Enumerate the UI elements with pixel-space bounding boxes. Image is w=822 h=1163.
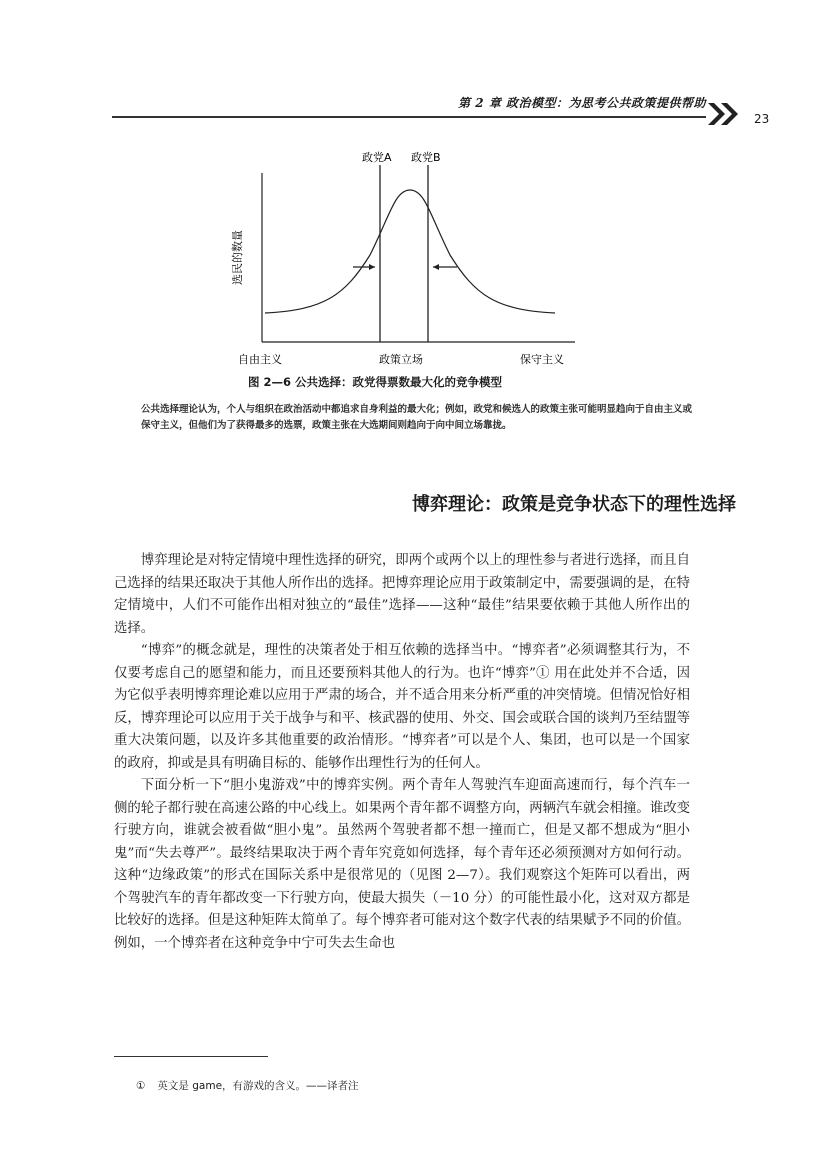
chapter-title: 第 2 章 政治模型：为思考公共政策提供帮助 [458, 96, 706, 110]
running-header [112, 92, 706, 120]
chevron-double-right-icon [706, 99, 742, 129]
paragraph: “博弈”的概念就是，理性的决策者处于相互依赖的选择当中。“博弈者”必须调整其行为，不仅要考虑自己的愿望和能力，而且还要预料其他人的行为。也许“博弈”① 用在此处并不合适，因为它似乎表明博弈理论难以应用于严肃的场合，并不适合用来分析严重的冲突情境。但情况恰好相反，博弈理论可以应用于关于战争与和平、核武器的使用、外交、国会或联合国的谈判乃至结盟等重大决策问题，以及许多其他重要的政治情形。“博弈者”可以是个人、集团，也可以是一个国家的政府，抑或是具有明确目标的、能够作出理性行为的任何人。 [114, 643, 690, 771]
footnote-divider [114, 1056, 268, 1057]
paragraph: 下面分析一下“胆小鬼游戏”中的博弈实例。两个青年人驾驶汽车迎面高速而行，每个汽车一侧的轮子都行驶在高速公路的中心线上。如果两个青年都不调整方向，两辆汽车就会相撞。谁改变行驶方向，谁就会被看做“胆小鬼”。虽然两个驾驶者都不想一撞而亡，但是又都不想成为“胆小鬼”而“失去尊严”。最终结果取决于两个青年究竟如何选择，每个青年还必须预测对方如何行动。这种“边缘政策”的形式在国际关系中是很常见的（见图 2—7）。我们观察这个矩阵可以看出，两个驾驶汽车的青年都改变一下行驶方向，使最大损失（－10 分）的可能性最小化，这对双方都是比较好的选择。但是这种矩阵太简单了。每个博弈者可能对这个数字代表的结果赋予不同的价值。例如，一个博弈者在这种竞争中宁可失去生命也 [114, 778, 690, 951]
header-rule [112, 116, 706, 118]
party-a-label: 政党A [362, 151, 392, 164]
voter-distribution-curve [265, 190, 555, 313]
figure-caption: 图 2—6 公共选择：政党得票数最大化的竞争模型 [248, 375, 503, 389]
figure-description: 公共选择理论认为，个人与组织在政治活动中都追求自身利益的最大化；例如，政党和候选人的政策主张可能明显趋向于自由主义或保守主义，但他们为了获得最多的选票，政策主张在大选期间则趋向于向中间立场靠拢。 [141, 404, 693, 431]
page-number: 23 [754, 112, 770, 126]
footnote [136, 1078, 359, 1093]
body-text [114, 550, 690, 955]
y-axis-label: 选民的数量 [231, 230, 244, 285]
bell-curve-figure [225, 145, 595, 375]
footnote-marker: ① [136, 1080, 146, 1092]
paragraph: 博弈理论是对特定情境中理性选择的研究，即两个或两个以上的理性参与者进行选择，而且自己选择的结果还取决于其他人所作出的选择。把博弈理论应用于政策制定中，需要强调的是，在特定情境中，人们不可能作出相对独立的“最佳”选择——这种“最佳”结果要依赖于其他人所作出的选择。 [114, 553, 690, 636]
footnote-text: 英文是 game，有游戏的含义。——译者注 [157, 1080, 359, 1092]
x-left-label: 自由主义 [238, 353, 282, 366]
party-b-label: 政党B [411, 151, 441, 164]
x-right-label: 保守主义 [520, 353, 564, 366]
x-center-label: 政策立场 [379, 353, 423, 366]
section-heading: 博弈理论：政策是竞争状态下的理性选择 [412, 494, 736, 515]
